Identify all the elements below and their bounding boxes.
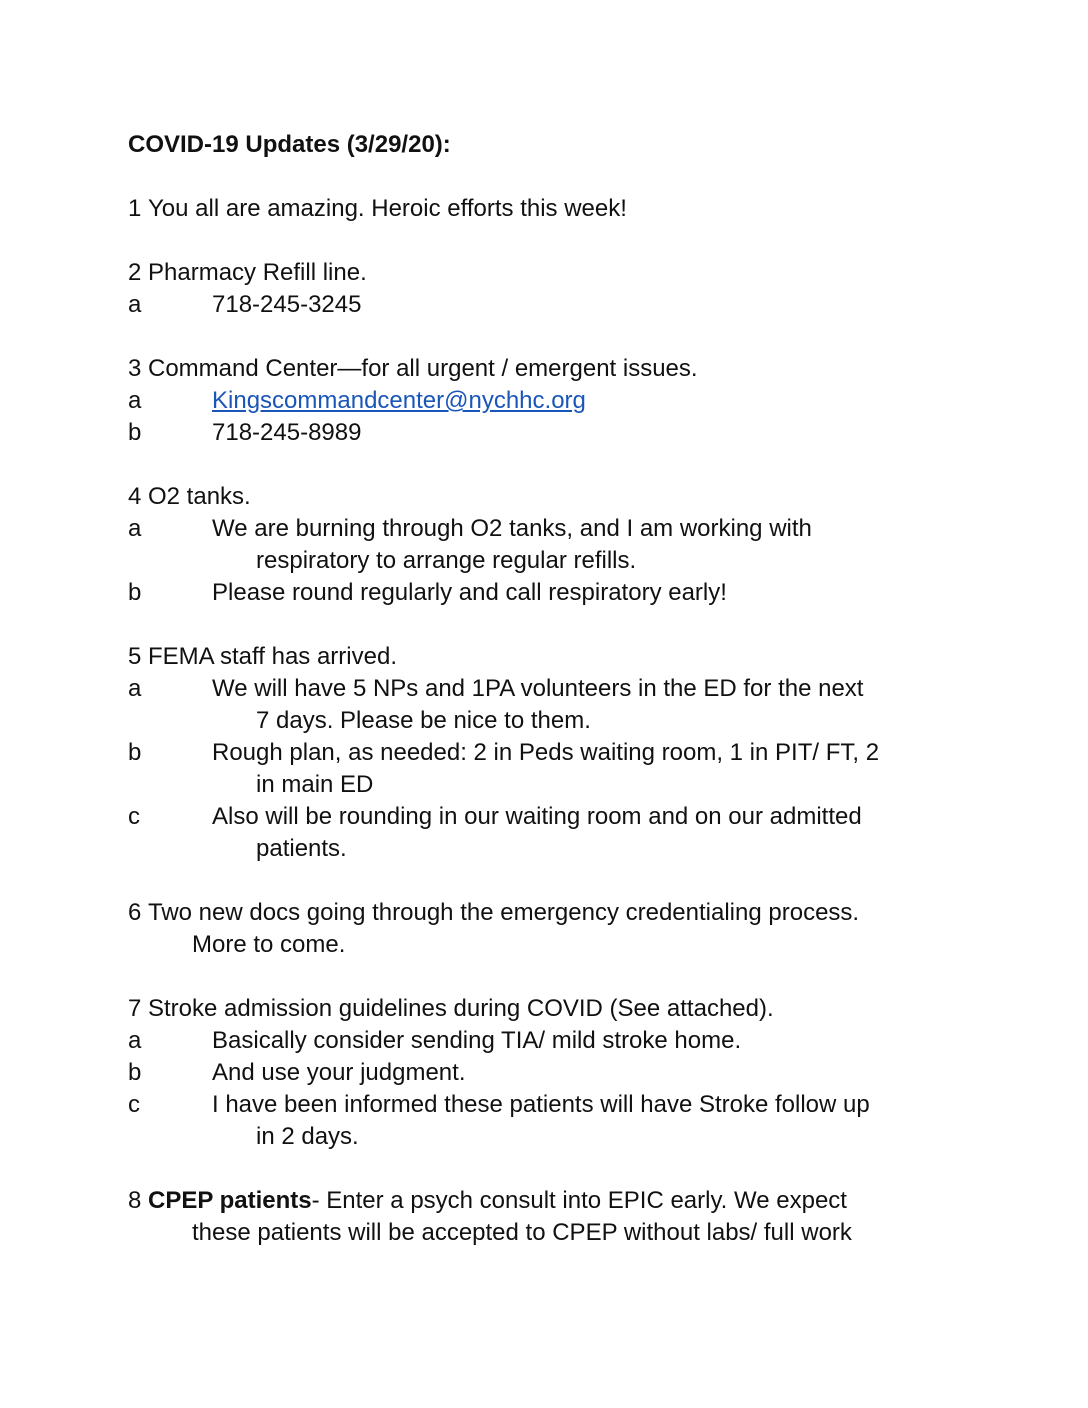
item-7a-letter: a xyxy=(128,1027,142,1054)
item-7b-letter: b xyxy=(128,1059,142,1086)
item-5a-letter: a xyxy=(128,675,142,702)
item-5a-line2: 7 days. Please be nice to them. xyxy=(256,707,591,734)
item-6-number: 6 xyxy=(128,899,142,926)
item-3b-text: 718-245-8989 xyxy=(212,419,362,446)
item-7-text: Stroke admission guidelines during COVID (See attached). xyxy=(148,995,774,1022)
item-4a-line1: We are burning through O2 tanks, and I am working with xyxy=(212,515,812,542)
item-7c-letter: c xyxy=(128,1091,140,1118)
item-2a-letter: a xyxy=(128,291,142,318)
item-6-line1: Two new docs going through the emergency credentialing process. xyxy=(148,899,860,926)
item-5c-line2: patients. xyxy=(256,835,347,862)
item-8-line2: these patients will be accepted to CPEP without labs/ full work xyxy=(192,1219,852,1246)
item-4-number: 4 xyxy=(128,483,142,510)
item-2a-text: 718-245-3245 xyxy=(212,291,362,318)
item-5a-line1: We will have 5 NPs and 1PA volunteers in the ED for the next xyxy=(212,675,864,702)
item-8-bold-lead: CPEP patients xyxy=(148,1187,312,1214)
item-3b-letter: b xyxy=(128,419,142,446)
page-title: COVID-19 Updates (3/29/20): xyxy=(128,131,451,158)
item-4-text: O2 tanks. xyxy=(148,483,251,510)
item-7-number: 7 xyxy=(128,995,142,1022)
item-3a-letter: a xyxy=(128,387,142,414)
item-5-number: 5 xyxy=(128,643,142,670)
item-8-line1: - Enter a psych consult into EPIC early. We expect xyxy=(311,1187,847,1214)
item-5-text: FEMA staff has arrived. xyxy=(148,643,397,670)
item-5b-line1: Rough plan, as needed: 2 in Peds waiting room, 1 in PIT/ FT, 2 xyxy=(212,739,880,766)
item-7a-text: Basically consider sending TIA/ mild stroke home. xyxy=(212,1027,742,1054)
item-5c-letter: c xyxy=(128,803,140,830)
item-2-text: Pharmacy Refill line. xyxy=(148,259,367,286)
item-4b-text: Please round regularly and call respiratory early! xyxy=(212,579,727,606)
item-5b-letter: b xyxy=(128,739,142,766)
item-7b-text: And use your judgment. xyxy=(212,1059,466,1086)
item-4a-line2: respiratory to arrange regular refills. xyxy=(256,547,637,574)
item-5b-line2: in main ED xyxy=(256,771,374,798)
item-7c-line1: I have been informed these patients will have Stroke follow up xyxy=(212,1091,870,1118)
item-6-line2: More to come. xyxy=(192,931,346,958)
item-8-number: 8 xyxy=(128,1187,142,1214)
email-link[interactable]: Kingscommandcenter@nychhc.org xyxy=(212,387,586,414)
item-4b-letter: b xyxy=(128,579,142,606)
item-5c-line1: Also will be rounding in our waiting room and on our admitted xyxy=(212,803,862,830)
item-2-number: 2 xyxy=(128,259,142,286)
item-4a-letter: a xyxy=(128,515,142,542)
item-1-number: 1 xyxy=(128,195,142,222)
item-8-line1-wrap xyxy=(148,1186,847,1216)
item-7c-line2: in 2 days. xyxy=(256,1123,359,1150)
item-1-text: You all are amazing. Heroic efforts this week! xyxy=(148,195,627,222)
item-3-number: 3 xyxy=(128,355,142,382)
item-3-text: Command Center—for all urgent / emergent issues. xyxy=(148,355,698,382)
